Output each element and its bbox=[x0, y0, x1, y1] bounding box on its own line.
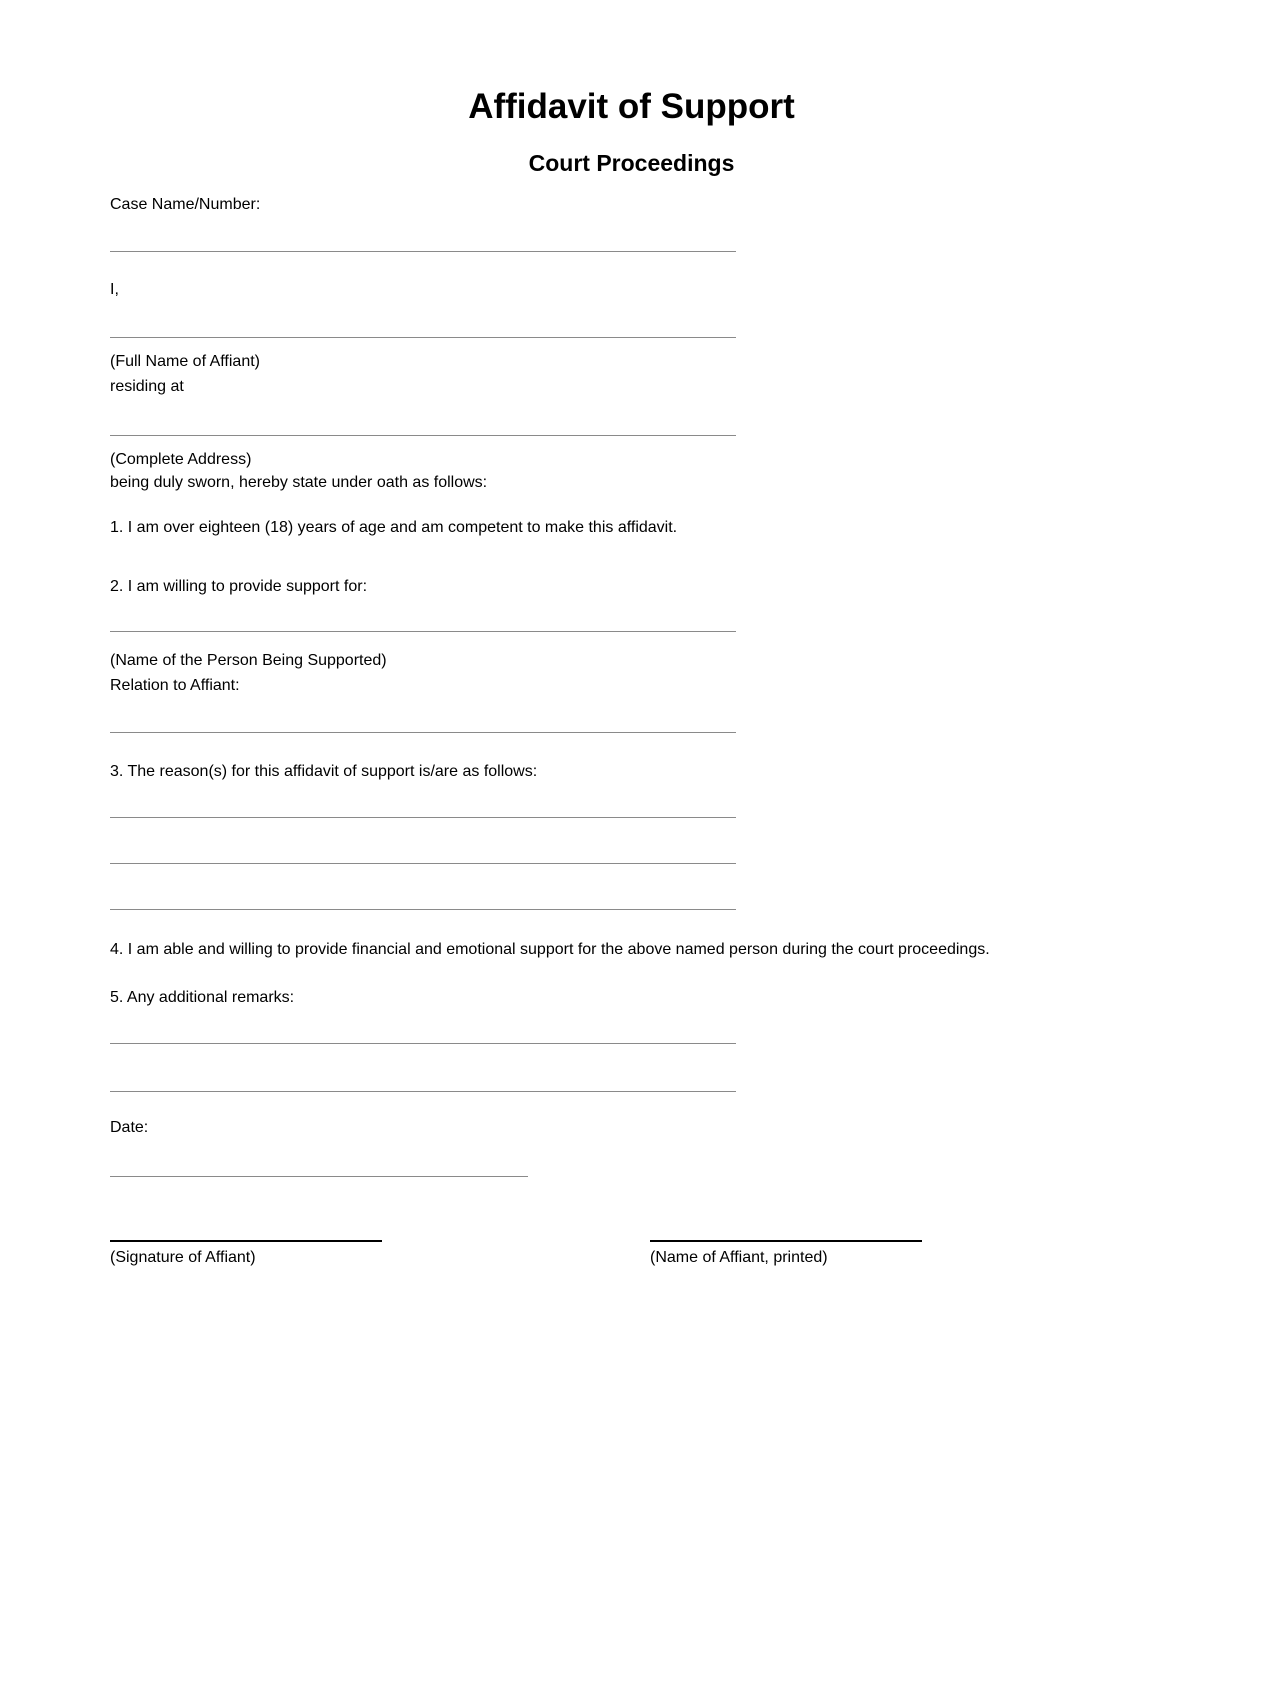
address-field-line[interactable] bbox=[110, 435, 736, 436]
remarks-field-line-1[interactable] bbox=[110, 1043, 736, 1044]
supported-person-caption: (Name of the Person Being Supported) bbox=[110, 652, 387, 669]
signature-line[interactable] bbox=[110, 1240, 382, 1242]
statement-5: 5. Any additional remarks: bbox=[110, 989, 295, 1006]
full-name-caption: (Full Name of Affiant) bbox=[110, 353, 260, 370]
printed-name-caption: (Name of Affiant, printed) bbox=[650, 1249, 828, 1266]
reason-field-line-1[interactable] bbox=[110, 817, 736, 818]
statement-1: 1. I am over eighteen (18) years of age and am competent to make this affidavit. bbox=[110, 519, 678, 536]
page-title: Affidavit of Support bbox=[468, 87, 795, 126]
reason-field-line-2[interactable] bbox=[110, 863, 736, 864]
reason-field-line-3[interactable] bbox=[110, 909, 736, 910]
address-caption: (Complete Address) bbox=[110, 451, 252, 468]
statement-4: 4. I am able and willing to provide financial and emotional support for the above named person during the court proceedings. bbox=[110, 941, 990, 958]
printed-name-line[interactable] bbox=[650, 1240, 922, 1242]
relation-label: Relation to Affiant: bbox=[110, 677, 240, 694]
residing-at-label: residing at bbox=[110, 378, 184, 395]
case-name-label: Case Name/Number: bbox=[110, 196, 261, 213]
oath-text: being duly sworn, hereby state under oath as follows: bbox=[110, 474, 488, 491]
signature-caption: (Signature of Affiant) bbox=[110, 1249, 256, 1266]
remarks-field-line-2[interactable] bbox=[110, 1091, 736, 1092]
case-name-field-line[interactable] bbox=[110, 251, 736, 252]
affiant-intro-label: I, bbox=[110, 281, 119, 298]
statement-3: 3. The reason(s) for this affidavit of support is/are as follows: bbox=[110, 763, 538, 780]
date-field-line[interactable] bbox=[110, 1176, 528, 1177]
supported-person-field-line[interactable] bbox=[110, 631, 736, 632]
statement-2: 2. I am willing to provide support for: bbox=[110, 578, 368, 595]
full-name-field-line[interactable] bbox=[110, 337, 736, 338]
page-subtitle: Court Proceedings bbox=[528, 150, 735, 176]
date-label: Date: bbox=[110, 1119, 149, 1136]
relation-field-line[interactable] bbox=[110, 732, 736, 733]
